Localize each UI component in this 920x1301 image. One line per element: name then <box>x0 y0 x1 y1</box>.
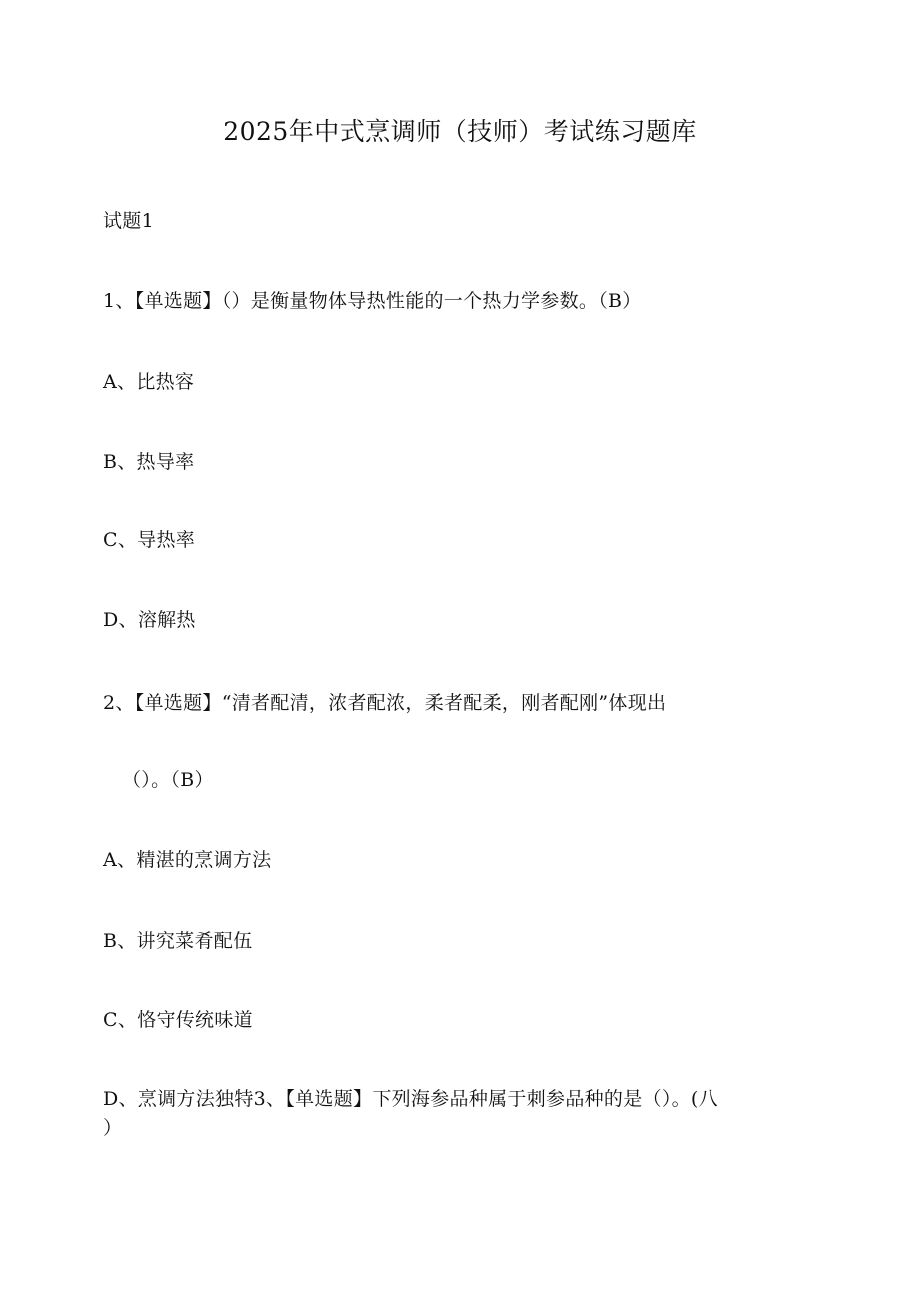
question-2-option-b: B、讲究菜肴配伍 <box>103 930 253 952</box>
question-2-option-d-and-question-3: D、烹调方法独特3、【单选题】下列海参品种属于刺参品种的是（）。(八 <box>103 1088 718 1110</box>
question-2-option-c: C、恪守传统味道 <box>103 1009 253 1031</box>
document-title: 2025年中式烹调师（技师）考试练习题库 <box>223 117 697 146</box>
question-2-stem-continued: （）。（B） <box>122 769 214 791</box>
question-1-option-d: D、溶解热 <box>103 609 196 631</box>
question-1-option-b: B、热导率 <box>103 451 195 473</box>
question-2-stem: 2、【单选题】“清者配清，浓者配浓，柔者配柔，刚者配刚”体现出 <box>103 692 667 714</box>
question-3-continued: ） <box>103 1117 123 1139</box>
question-1-option-a: A、比热容 <box>103 371 195 393</box>
question-1-option-c: C、导热率 <box>103 529 196 551</box>
section-heading: 试题1 <box>103 210 154 232</box>
question-1-stem: 1、【单选题】（）是衡量物体导热性能的一个热力学参数。（B） <box>103 290 642 312</box>
question-2-option-a: A、精湛的烹调方法 <box>103 849 272 871</box>
